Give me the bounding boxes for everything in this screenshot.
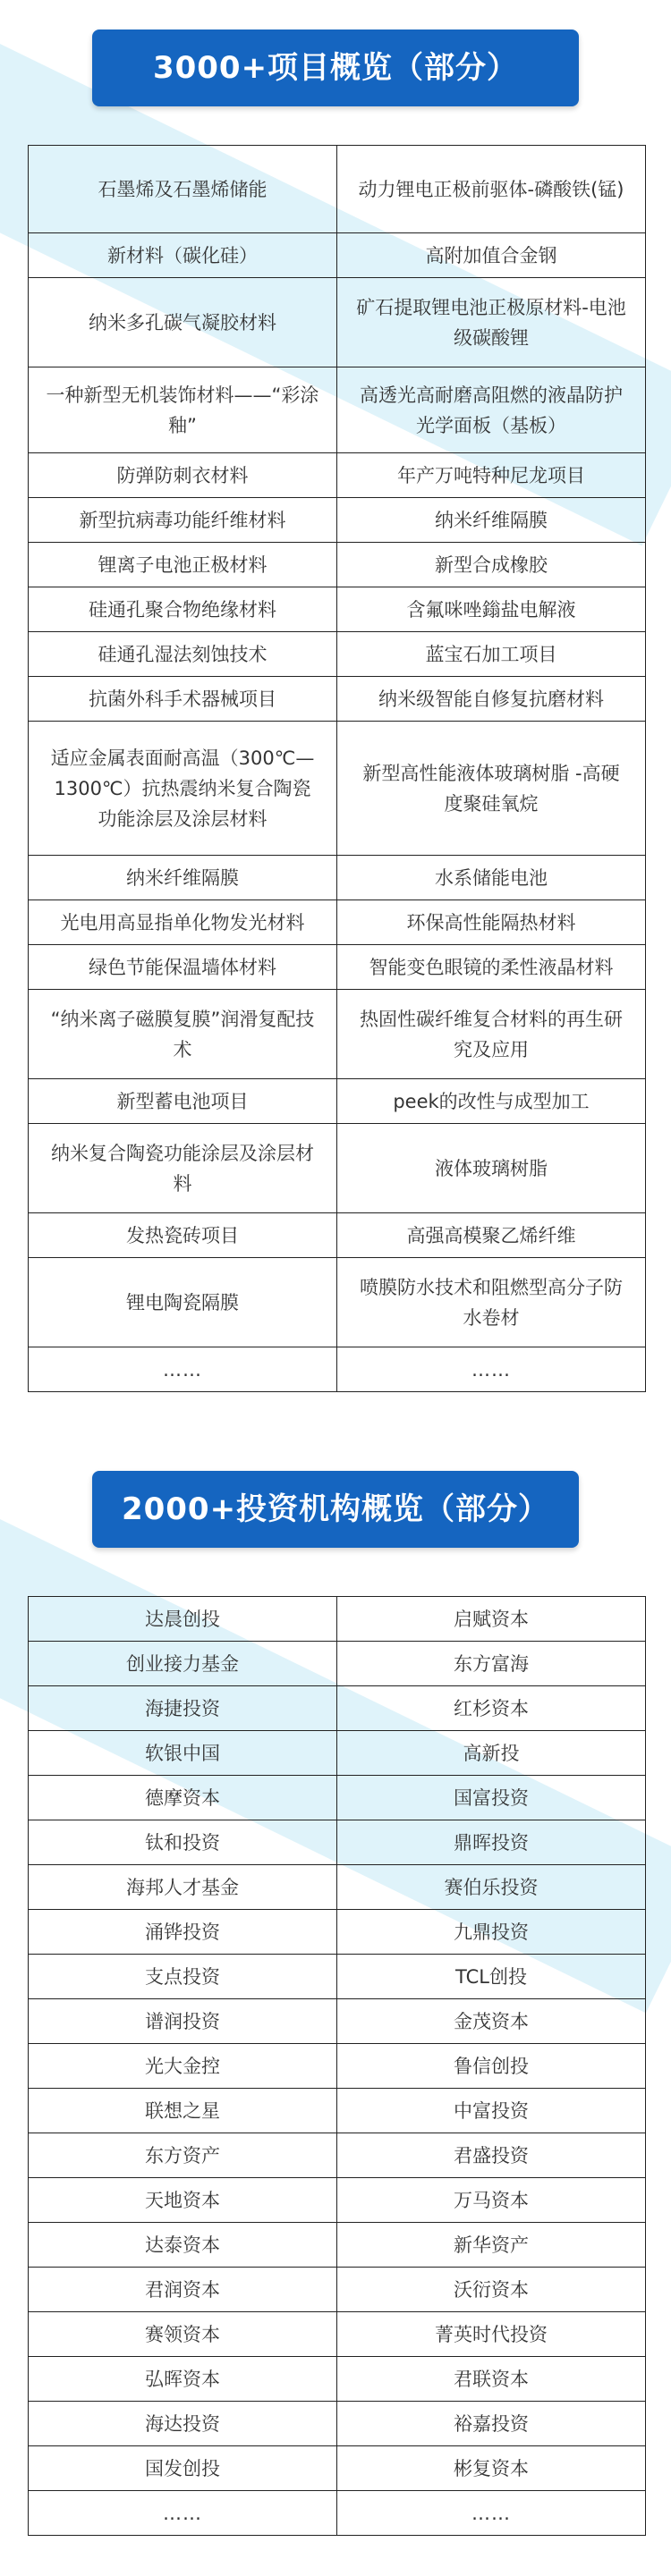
project-cell-ellipsis: …… — [29, 1347, 337, 1392]
table-row — [29, 543, 646, 587]
investor-cell: 沃衍资本 — [337, 2268, 646, 2312]
investor-cell: 九鼎投资 — [337, 1910, 646, 1955]
project-cell: 矿石提取锂电池正极原材料-电池级碳酸锂 — [337, 278, 646, 367]
investor-cell: 鼎晖投资 — [337, 1820, 646, 1865]
project-cell: 石墨烯及石墨烯储能 — [29, 146, 337, 233]
investor-cell: 裕嘉投资 — [337, 2402, 646, 2446]
project-cell: 新型抗病毒功能纤维材料 — [29, 498, 337, 543]
table-row — [29, 587, 646, 632]
investor-cell: 光大金控 — [29, 2044, 337, 2089]
investor-cell: 赛领资本 — [29, 2312, 337, 2357]
table-row — [29, 2089, 646, 2133]
project-cell: 新材料（碳化硅） — [29, 233, 337, 278]
project-cell: 年产万吨特种尼龙项目 — [337, 453, 646, 498]
table-row — [29, 990, 646, 1079]
table-row — [29, 945, 646, 990]
table-row — [29, 1686, 646, 1731]
project-cell: 新型高性能液体玻璃树脂 -高硬度聚硅氧烷 — [337, 722, 646, 856]
table-row — [29, 2402, 646, 2446]
investor-cell: 启赋资本 — [337, 1597, 646, 1642]
investor-cell: 金茂资本 — [337, 1999, 646, 2044]
project-cell: 液体玻璃树脂 — [337, 1124, 646, 1213]
table-row — [29, 1597, 646, 1642]
project-cell: 适应金属表面耐高温（300℃—1300℃）抗热震纳米复合陶瓷功能涂层及涂层材料 — [29, 722, 337, 856]
projects-section — [0, 0, 671, 106]
project-cell: 纳米纤维隔膜 — [29, 856, 337, 900]
investor-cell: 万马资本 — [337, 2178, 646, 2223]
investor-cell: 鲁信创投 — [337, 2044, 646, 2089]
table-row — [29, 1955, 646, 1999]
investor-cell: 支点投资 — [29, 1955, 337, 1999]
project-cell: “纳米离子磁膜复膜”润滑复配技术 — [29, 990, 337, 1079]
investor-cell: 东方资产 — [29, 2133, 337, 2178]
investors-title-wrap — [0, 1471, 671, 1548]
project-cell: 硅通孔湿法刻蚀技术 — [29, 632, 337, 677]
project-cell: 绿色节能保温墙体材料 — [29, 945, 337, 990]
table-row — [29, 677, 646, 722]
project-cell: 高附加值合金钢 — [337, 233, 646, 278]
table-row — [29, 1999, 646, 2044]
table-row — [29, 278, 646, 367]
investor-cell: 海捷投资 — [29, 1686, 337, 1731]
project-cell: 水系储能电池 — [337, 856, 646, 900]
table-row — [29, 1124, 646, 1213]
investor-cell: 新华资产 — [337, 2223, 646, 2268]
project-cell: 喷膜防水技术和阻燃型高分子防水卷材 — [337, 1258, 646, 1347]
project-cell: 纳米级智能自修复抗磨材料 — [337, 677, 646, 722]
table-row — [29, 453, 646, 498]
project-cell: 新型合成橡胶 — [337, 543, 646, 587]
table-row — [29, 722, 646, 856]
investor-cell: 涌铧投资 — [29, 1910, 337, 1955]
table-row — [29, 2223, 646, 2268]
investor-cell: 君联资本 — [337, 2357, 646, 2402]
investor-cell: 创业接力基金 — [29, 1642, 337, 1686]
table-row — [29, 146, 646, 233]
table-row — [29, 2268, 646, 2312]
table-row — [29, 233, 646, 278]
investor-cell: 赛伯乐投资 — [337, 1865, 646, 1910]
investor-cell-ellipsis: …… — [337, 2491, 646, 2536]
table-row — [29, 1079, 646, 1124]
investor-cell: 软银中国 — [29, 1731, 337, 1776]
table-row — [29, 1258, 646, 1347]
investor-cell: TCL创投 — [337, 1955, 646, 1999]
table-row — [29, 1642, 646, 1686]
investor-cell: 彬复资本 — [337, 2446, 646, 2491]
table-row — [29, 2446, 646, 2491]
investor-cell: 海邦人才基金 — [29, 1865, 337, 1910]
investors-table — [28, 1596, 646, 2536]
table-row — [29, 856, 646, 900]
investor-cell: 联想之星 — [29, 2089, 337, 2133]
projects-title: 3000+项目概览（部分） — [92, 30, 579, 106]
project-cell: 热固性碳纤维复合材料的再生研究及应用 — [337, 990, 646, 1079]
project-cell: 动力锂电正极前驱体-磷酸铁(锰) — [337, 146, 646, 233]
projects-table — [28, 145, 646, 1392]
table-row — [29, 2178, 646, 2223]
table-row — [29, 2133, 646, 2178]
table-row — [29, 900, 646, 945]
table-row — [29, 1776, 646, 1820]
project-cell: 环保高性能隔热材料 — [337, 900, 646, 945]
project-cell-ellipsis: …… — [337, 1347, 646, 1392]
table-row — [29, 1910, 646, 1955]
investor-cell: 红杉资本 — [337, 1686, 646, 1731]
projects-title-wrap — [0, 0, 671, 106]
investor-cell: 弘晖资本 — [29, 2357, 337, 2402]
project-cell: 抗菌外科手术器械项目 — [29, 677, 337, 722]
investor-cell: 国富投资 — [337, 1776, 646, 1820]
project-cell: 光电用高显指单化物发光材料 — [29, 900, 337, 945]
table-row — [29, 367, 646, 453]
table-row — [29, 632, 646, 677]
investor-cell: 德摩资本 — [29, 1776, 337, 1820]
table-row — [29, 498, 646, 543]
investor-cell: 谱润投资 — [29, 1999, 337, 2044]
investor-cell-ellipsis: …… — [29, 2491, 337, 2536]
table-row — [29, 1820, 646, 1865]
table-row — [29, 2491, 646, 2536]
investor-cell: 君盛投资 — [337, 2133, 646, 2178]
table-row — [29, 2312, 646, 2357]
investor-cell: 海达投资 — [29, 2402, 337, 2446]
project-cell: 防弹防刺衣材料 — [29, 453, 337, 498]
investor-cell: 国发创投 — [29, 2446, 337, 2491]
investor-cell: 中富投资 — [337, 2089, 646, 2133]
project-cell: 发热瓷砖项目 — [29, 1213, 337, 1258]
investor-cell: 钛和投资 — [29, 1820, 337, 1865]
table-row — [29, 2357, 646, 2402]
investor-cell: 菁英时代投资 — [337, 2312, 646, 2357]
investor-cell: 天地资本 — [29, 2178, 337, 2223]
project-cell: 蓝宝石加工项目 — [337, 632, 646, 677]
project-cell: 锂离子电池正极材料 — [29, 543, 337, 587]
project-cell: 新型蓄电池项目 — [29, 1079, 337, 1124]
project-cell: 含氟咪唑鎓盐电解液 — [337, 587, 646, 632]
investor-cell: 达晨创投 — [29, 1597, 337, 1642]
investors-title: 2000+投资机构概览（部分） — [92, 1471, 579, 1548]
table-row — [29, 1731, 646, 1776]
investor-cell: 达泰资本 — [29, 2223, 337, 2268]
project-cell: 硅通孔聚合物绝缘材料 — [29, 587, 337, 632]
project-cell: 纳米复合陶瓷功能涂层及涂层材料 — [29, 1124, 337, 1213]
table-row — [29, 1213, 646, 1258]
investor-cell: 君润资本 — [29, 2268, 337, 2312]
table-row — [29, 1865, 646, 1910]
table-row — [29, 2044, 646, 2089]
project-cell: 一种新型无机装饰材料——“彩涂釉” — [29, 367, 337, 453]
project-cell: 高透光高耐磨高阻燃的液晶防护光学面板（基板） — [337, 367, 646, 453]
investor-cell: 东方富海 — [337, 1642, 646, 1686]
project-cell: 锂电陶瓷隔膜 — [29, 1258, 337, 1347]
project-cell: 智能变色眼镜的柔性液晶材料 — [337, 945, 646, 990]
project-cell: peek的改性与成型加工 — [337, 1079, 646, 1124]
project-cell: 纳米多孔碳气凝胶材料 — [29, 278, 337, 367]
project-cell: 纳米纤维隔膜 — [337, 498, 646, 543]
investors-section — [0, 1471, 671, 1548]
project-cell: 高强高模聚乙烯纤维 — [337, 1213, 646, 1258]
table-row — [29, 1347, 646, 1392]
investor-cell: 高新投 — [337, 1731, 646, 1776]
